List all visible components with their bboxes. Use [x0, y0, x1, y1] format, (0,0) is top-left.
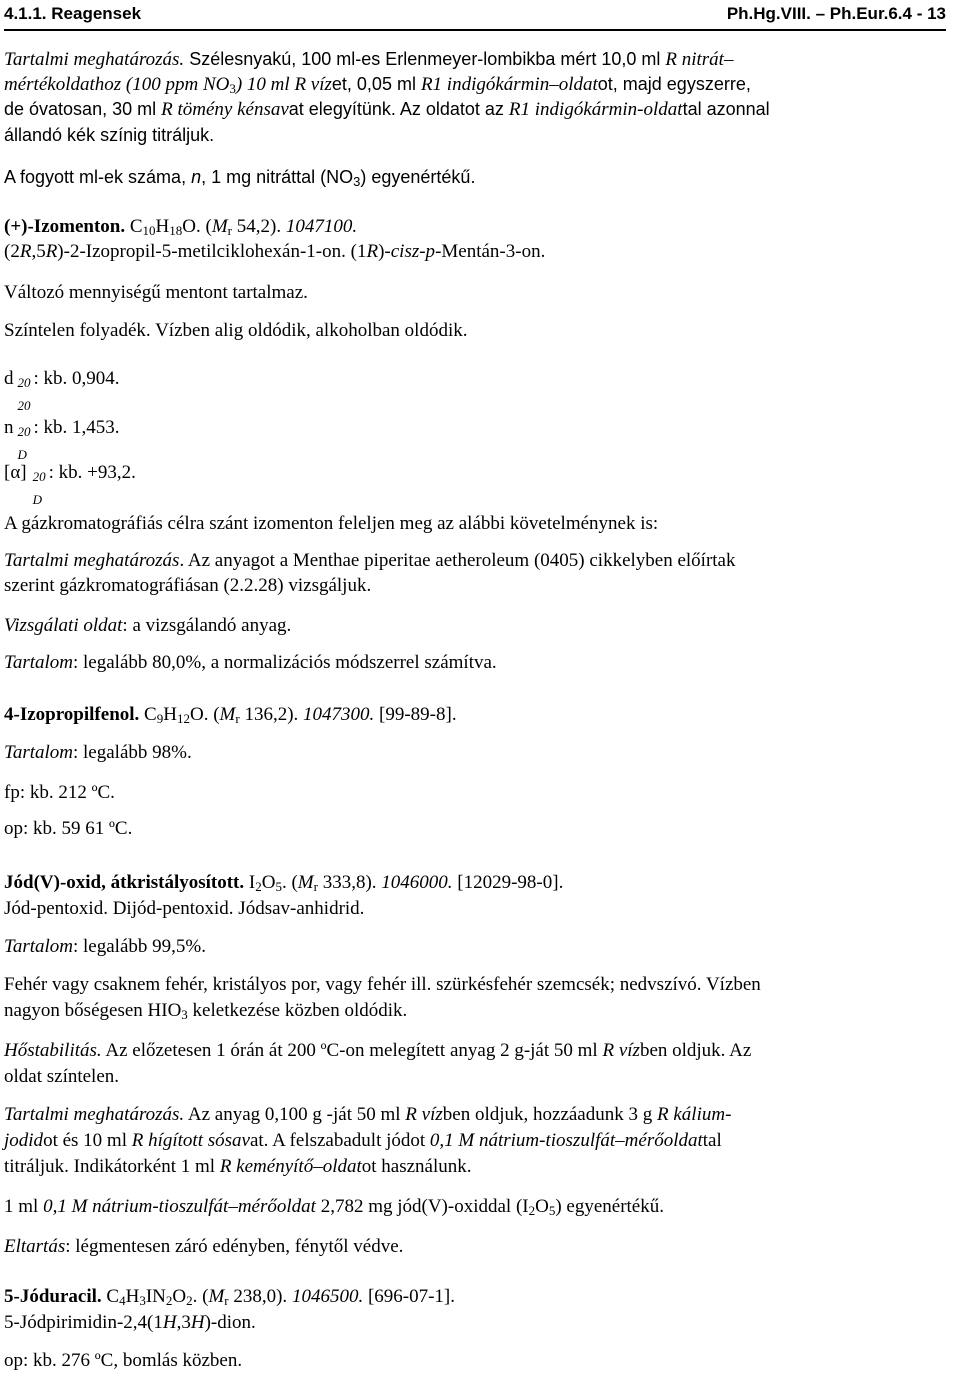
isopropylphenol-title: 4-Izopropilfenol. $C_9H_{12}O$. ($M_r$ 136,2). 1047300. [99-89-8]. — [4, 704, 457, 726]
isopropylphenol-boiling-point: fp: kb. 212 ºC. — [4, 782, 115, 803]
gc-requirement: A gázkromatográfiás célra szánt izomenton feleljen meg az alábbi követelménynek is: — [4, 513, 659, 534]
iodine-assay-line-3: titráljuk. Indikátorként 1 ml R keményítő–oldatot használunk. — [4, 1156, 472, 1177]
iodine-assay-line-2: jodidot és 10 ml R hígított sósavat. A felszabadult jódot 0,1 M nátrium-tioszulfát–mérőoldattal — [4, 1130, 722, 1151]
heat-stability-line-2: oldat színtelen. — [4, 1066, 120, 1087]
test-solution: Vizsgálati oldat: a vizsgálandó anyag. — [4, 615, 292, 636]
isomenthone-description: Színtelen folyadék. Vízben alig oldódik, alkoholban oldódik. — [4, 320, 468, 341]
iodine-storage: Eltartás: légmentesen záró edényben, fénytől védve. — [4, 1236, 404, 1257]
iodouracil-melting-point: op: kb. 276 ºC, bomlás közben. — [4, 1350, 243, 1371]
gc-assay-line-2: szerint gázkromatográfiásan (2.2.28) vizsgáljuk. — [4, 575, 372, 596]
iodine-pentoxide-description-1: Fehér vagy csaknem fehér, kristályos por, vagy fehér ill. szürkésfehér szemcsék; nedvszívó. Vízben — [4, 974, 761, 995]
isomenthone-title: (+)-Izomenton. $C_{10}H_{18}O$. ($M_r$ 54,2). 1047100. — [4, 216, 358, 238]
isopropylphenol-melting-point: op: kb. 59 61 ºC. — [4, 818, 133, 839]
nitrate-assay-line-3: de óvatosan, 30 ml R tömény kénsavat elegyítünk. Az oldatot az R1 indigókármin-oldattal azonnal — [4, 99, 770, 120]
iodine-pentoxide-synonyms: Jód-pentoxid. Dijód-pentoxid. Jódsav-anhidrid. — [4, 898, 365, 919]
iodine-pentoxide-title: Jód(V)-oxid, átkristályosított. $I_2O_5$. ($M_r$ 333,8). 1046000. [12029-98-0]. — [4, 872, 564, 894]
header-reference: Ph.Hg.VIII. – Ph.Eur.6.4 - 13 — [726, 4, 946, 23]
nitrate-equivalence: A fogyott ml-ek száma, n, 1 mg nitráttal $(NO_3)$ egyenértékű. — [4, 167, 476, 189]
isopropylphenol-content: Tartalom: legalább 98%. — [4, 742, 192, 763]
iodine-pentoxide-content: Tartalom: legalább 99,5%. — [4, 936, 206, 957]
isomenthone-note: Változó mennyiségű mentont tartalmaz. — [4, 282, 308, 303]
gc-assay-line-1: Tartalmi meghatározás. Az anyagot a Menthae piperitae aetheroleum (0405) cikkelyben előírtak — [4, 550, 736, 571]
heat-stability-line-1: Hőstabilitás. Az előzetesen 1 órán át 200 ºC-on melegített anyag 2 g-ját 50 ml R vízben oldjuk. Az — [4, 1040, 752, 1061]
nitrate-assay-line-1: Tartalmi meghatározás. Szélesnyakú, 100 ml-es Erlenmeyer-lombikba mért 10,0 ml R nitrát– — [4, 49, 734, 70]
iodine-equivalence: 1 ml 0,1 M nátrium-tioszulfát–mérőoldat 2,782 mg jód(V)-oxiddal $(I_2O_5)$ egyenértékű. — [4, 1196, 664, 1218]
running-header — [4, 4, 946, 26]
iodouracil-title: 5-Jóduracil. $C_4H_3IN_2O_2$. ($M_r$ 238,0). 1046500. [696-07-1]. — [4, 1286, 455, 1308]
iodouracil-synonym: 5-Jódpirimidin-2,4(1H,3H)-dion. — [4, 1312, 256, 1333]
iodine-assay-line-1: Tartalmi meghatározás. Az anyag 0,100 g -ját 50 ml R vízben oldjuk, hozzáadunk 3 g R kálium- — [4, 1104, 732, 1125]
header-rule — [4, 29, 946, 31]
header-section: 4.1.1. Reagensek — [4, 4, 142, 23]
nitrate-assay-line-4: állandó kék színig titráljuk. — [4, 125, 215, 145]
nitrate-assay-line-2: mértékoldathoz (100 ppm $NO_3$) 10 ml R vízet, 0,05 ml R1 indigókármin–oldatot, majd egyszerre, — [4, 74, 751, 96]
isomenthone-synonyms: (2R,5R)-2-Izopropil-5-metilciklohexán-1-on. (1R)-cisz-p-Mentán-3-on. — [4, 241, 546, 262]
iodine-pentoxide-description-2: nagyon bőségesen $HIO_3$ keletkezése közben oldódik. — [4, 1000, 408, 1022]
relative-density: d 20 20 : kb. 0,904. — [4, 368, 120, 413]
refractive-index: n 20 D : kb. 1,453. — [4, 417, 120, 462]
isomenthone-content: Tartalom: legalább 80,0%, a normalizációs módszerrel számítva. — [4, 652, 497, 673]
specific-rotation: [α] 20 D : kb. +93,2. — [4, 462, 136, 507]
